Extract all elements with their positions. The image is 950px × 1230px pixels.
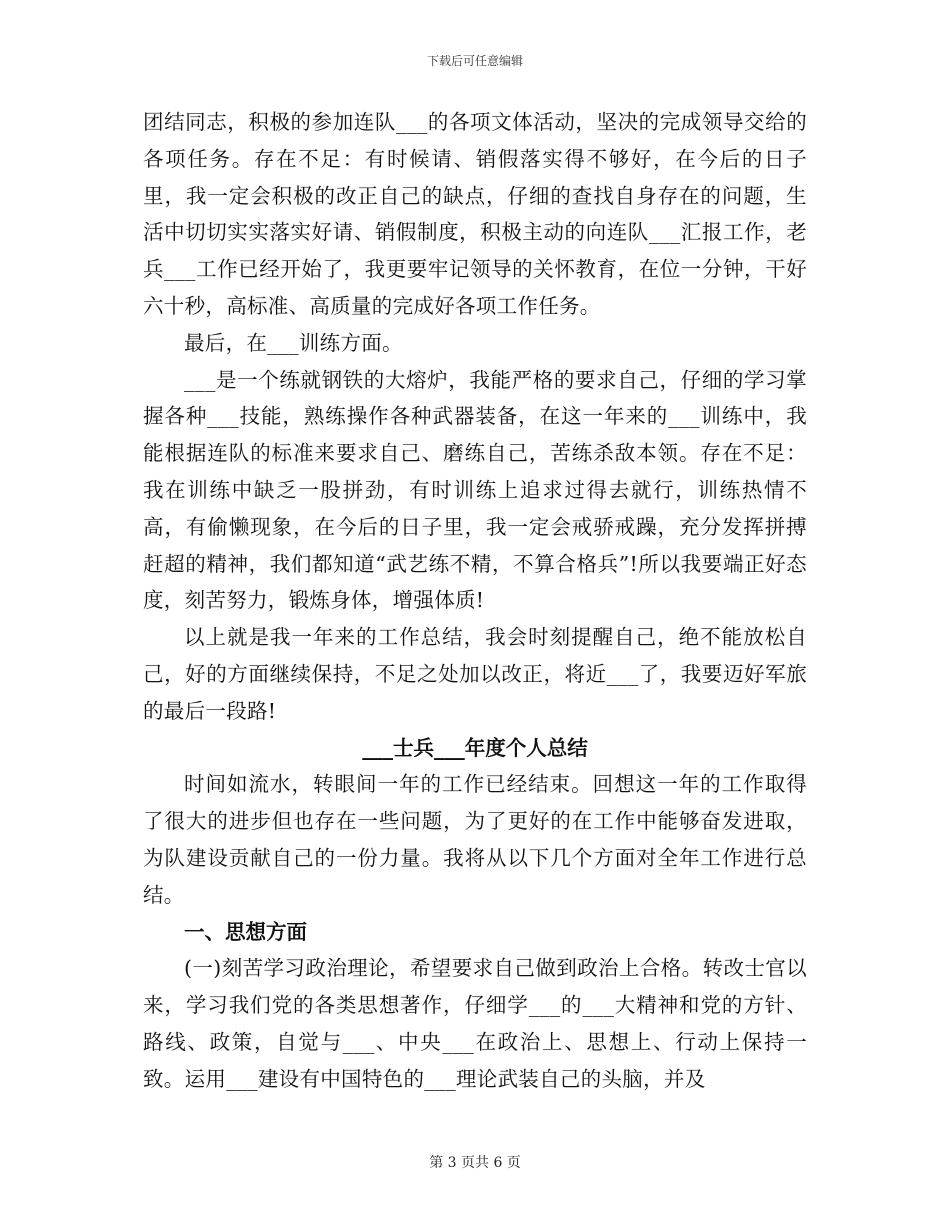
document-body: [143, 104, 807, 1098]
paragraph-conclusion: 以上就是我一年来的工作总结，我会时刻提醒自己，绝不能放松自己，好的方面继续保持，不足之处加以改正，将近___了，我要迈好军旅的最后一段路!: [143, 625, 807, 723]
section-heading: 一、思想方面: [184, 919, 307, 944]
paragraph-training: ___是一个练就钢铁的大熔炉，我能严格的要求自己，仔细的学习掌握各种___技能，熟练操作各种武器装备，在这一年来的___训练中，我能根据连队的标准来要求自己、磨练自己，苦练杀敌本领。存在不足：我在训练中缺乏一股拼劲，有时训练上追求过得去就行，训练热情不高，有偷懒现象，在今后的日子里，我一定会戒骄戒躁，充分发挥拼搏赶超的精神，我们都知道“武艺练不精，不算合格兵”!所以我要端正好态度，刻苦努力，锻炼身体，增强体质!: [143, 367, 807, 613]
paragraph-training-intro: 最后，在___训练方面。: [184, 330, 403, 355]
page-header: 下载后可任意编辑: [426, 54, 523, 68]
paragraph-discipline: 团结同志，积极的参加连队___的各项文体活动，坚决的完成领导交给的各项任务。存在不足：有时候请、销假落实得不够好，在今后的日子里，我一定会积极的改正自己的缺点，仔细的查找自身存在的问题，生活中切切实实落实好请、销假制度，积极主动的向连队___汇报工作，老兵___工作已经开始了，我更要牢记领导的关怀教育，在位一分钟，干好六十秒，高标准、高质量的完成好各项工作任务。: [143, 110, 807, 318]
section-title: ___士兵___年度个人总结: [362, 735, 588, 760]
paragraph-intro: 时间如流水，转眼间一年的工作已经结束。回想这一年的工作取得了很大的进步但也存在一些问题，为了更好的在工作中能够奋发进取，为队建设贡献自己的一份力量。我将从以下几个方面对全年工作进行总结。: [143, 772, 807, 907]
paragraph-political-study: (一)刻苦学习政治理论，希望要求自己做到政治上合格。转改士官以来，学习我们党的各类思想著作，仔细学___的___大精神和党的方针、路线、政策，自觉与___、中央___在政治上、思想上、行动上保持一致。运用___建设有中国特色的___理论武装自己的头脑，并及: [143, 956, 807, 1091]
page-footer: 第 3 页共 6 页: [429, 1155, 521, 1171]
